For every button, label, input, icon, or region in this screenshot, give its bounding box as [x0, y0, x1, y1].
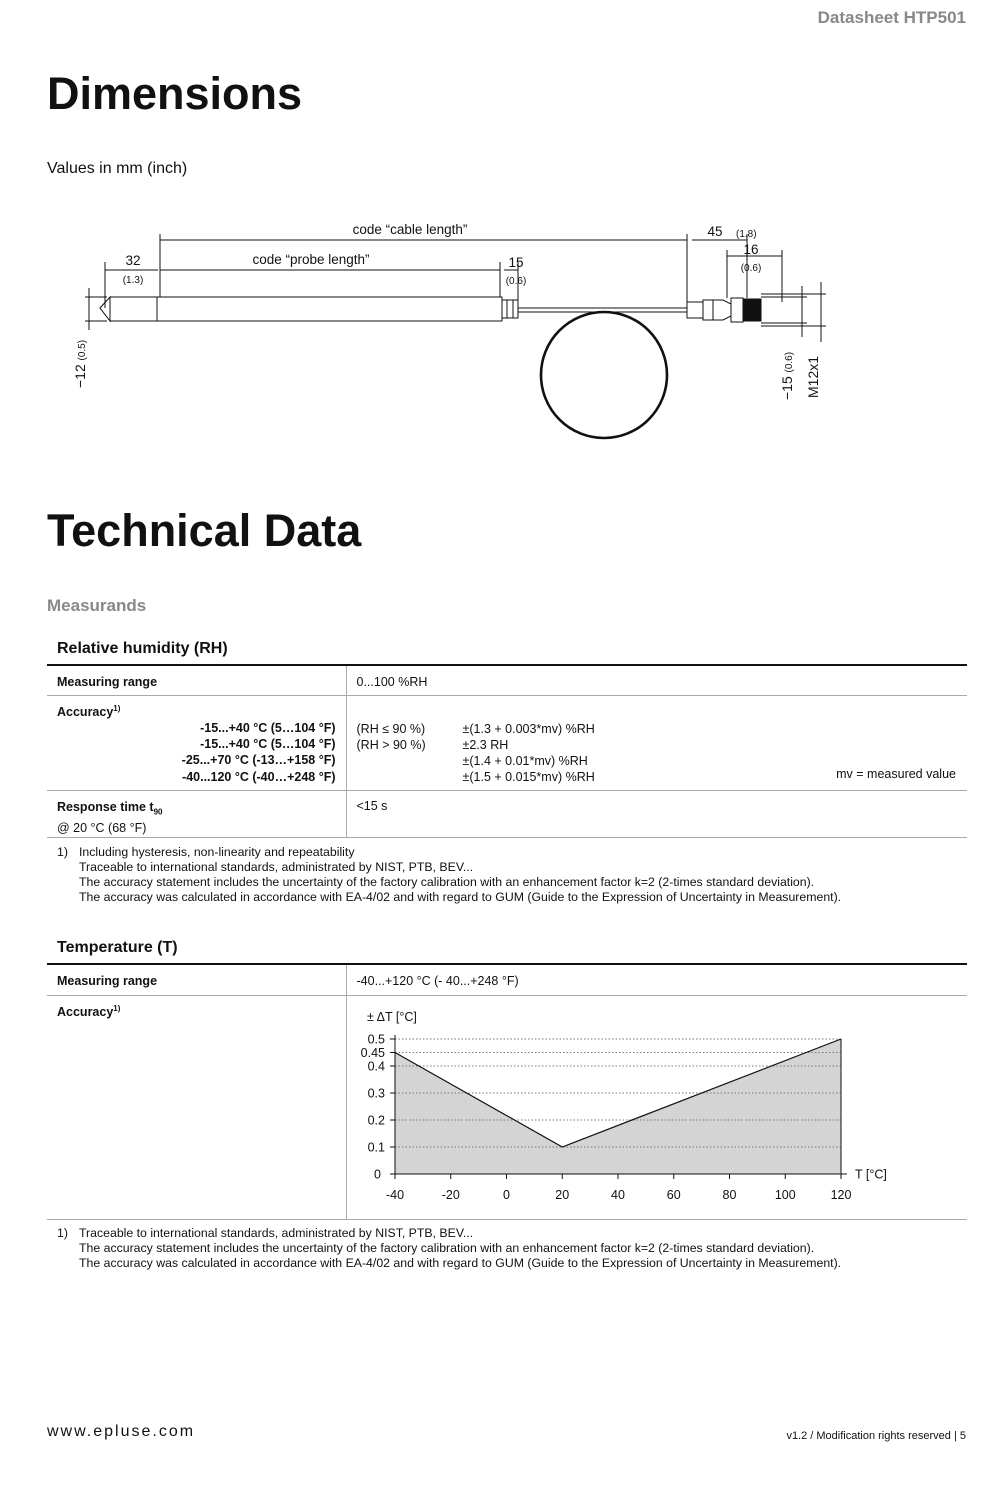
- rh-acc-temp-3: -25...+70 °C (-13…+158 °F): [181, 753, 336, 768]
- rh-acc-temp-1: -15...+40 °C (5…104 °F): [200, 720, 336, 735]
- rh-acc-value-4: ±(1.5 + 0.015*mv) %RH: [462, 770, 595, 785]
- rh-acc-cond-3: [357, 753, 463, 769]
- footer-website: www.epluse.com: [47, 1423, 196, 1440]
- probe-tube: [110, 297, 502, 321]
- thread-label: M12x1: [805, 355, 821, 398]
- technical-data-heading: Technical Data: [47, 505, 362, 556]
- rh-acc-temp-4: -40...120 °C (-40…+248 °F): [182, 769, 336, 784]
- rh-acc-cond-2: (RH > 90 %): [356, 737, 426, 752]
- t-accuracy-row: [47, 995, 967, 1219]
- dia-12-label: −12 (0.5): [72, 339, 88, 388]
- y-axis-title: ± ΔT [°C]: [366, 1009, 417, 1024]
- rh-accuracy-row: [47, 695, 967, 790]
- y-tick-label: 0.1: [367, 1140, 385, 1154]
- rh-range-value: 0...100 %RH: [356, 675, 428, 689]
- cable-length-label: code “cable length”: [352, 222, 468, 237]
- x-tick-label: 80: [722, 1187, 736, 1202]
- dimensions-heading: Dimensions: [47, 68, 303, 119]
- rh-table: [47, 664, 967, 838]
- t-range-label: Measuring range: [57, 974, 158, 988]
- rh-range-row: [47, 665, 967, 695]
- x-tick-label: -40: [385, 1187, 404, 1202]
- rh-accuracy-label: Accuracy$^{1)}$: [57, 703, 121, 719]
- dim-32-inch-label: (1.3): [122, 275, 144, 286]
- x-tick-label: 40: [610, 1187, 625, 1202]
- rh-acc-value-3: ±(1.4 + 0.01*mv) %RH: [462, 754, 588, 769]
- dimensions-units-note: Values in mm (inch): [47, 160, 188, 177]
- y-tick-label: 0.4: [367, 1059, 385, 1073]
- x-tick-label: 20: [554, 1187, 569, 1202]
- dim-15-inch-label: (0.6): [505, 276, 527, 287]
- t-footnote: 1) Traceable to international standards, administrated by NIST, PTB, BEV... The accuracy statement includes the uncertainty of the factory calibration with an enhancement factor k=2 (2-times standard deviation). The accuracy was calculated in accordance with EA-4/02 and with regard to GUM (Guide to the Expression of Uncertainty in Measurement).: [57, 1226, 842, 1270]
- dim-16-label: 16: [743, 242, 759, 257]
- footer-version: v1.2 / Modification rights reserved | 5: [786, 1430, 966, 1442]
- dim-32-label: 32: [125, 253, 141, 268]
- dim-15-label: 15: [508, 255, 524, 270]
- temperature-accuracy-chart: [347, 996, 957, 1216]
- rh-acc-cond-4: [357, 769, 463, 785]
- rh-response-row: [47, 790, 967, 837]
- dim-16-inch-label: (0.6): [740, 263, 762, 274]
- x-axis-title: T [°C]: [854, 1167, 887, 1181]
- y-tick-label: 0.3: [367, 1086, 385, 1100]
- x-tick-label: 0: [502, 1187, 510, 1202]
- t-table: [47, 963, 967, 1220]
- mv-note: mv = measured value: [836, 767, 956, 782]
- rh-acc-value-2: ±2.3 RH: [462, 737, 509, 752]
- probe-connector: [502, 300, 518, 318]
- rh-response-label: Response time $t_{90}$: [57, 799, 163, 816]
- x-tick-label: 60: [666, 1187, 681, 1202]
- t-accuracy-label: Accuracy$^{1)}$: [57, 1003, 121, 1019]
- rh-footnote: 1) Including hysteresis, non-linearity and repeatability Traceable to international standards, administrated by NIST, PTB, BEV... The accuracy statement includes the uncertainty of the factory calibration with an enhancement factor k=2 (2-times standard deviation). The accuracy was calculated in accordance with EA-4/02 and with regard to GUM (Guide to the Expression of Uncertainty in Measurement).: [57, 845, 842, 904]
- x-tick-label: 120: [830, 1187, 851, 1202]
- y-tick-label: 0.5: [367, 1032, 385, 1046]
- t-section-title: Temperature (T): [57, 939, 178, 956]
- t-range-row: [47, 964, 967, 995]
- measurands-heading: Measurands: [47, 596, 147, 615]
- document-header: Datasheet HTP501: [817, 8, 966, 27]
- probe-length-label: code “probe length”: [252, 252, 370, 267]
- y-tick-label: 0.2: [367, 1113, 385, 1127]
- rh-acc-temp-2: -15...+40 °C (5…104 °F): [200, 736, 336, 751]
- dimension-drawing: [47, 212, 847, 452]
- dia-15-label: −15 (0.6): [779, 351, 795, 400]
- rh-response-value: <15 s: [356, 798, 388, 813]
- cable-coil: [541, 312, 667, 438]
- rh-acc-cond-1: (RH ≤ 90 %): [356, 721, 426, 736]
- x-tick-label: -20: [441, 1187, 460, 1202]
- rh-response-condition: @ 20 °C (68 °F): [57, 821, 147, 835]
- dim-45-label: 45: [707, 224, 723, 239]
- dim-45-inch-label: (1.8): [736, 229, 757, 240]
- rh-range-label: Measuring range: [57, 675, 158, 689]
- y-tick-label: 0: [373, 1167, 381, 1181]
- y-tick-label: 0.45: [360, 1045, 385, 1060]
- t-range-value: -40...+120 °C (- 40...+248 °F): [356, 974, 519, 988]
- rh-acc-value-1: ±(1.3 + 0.003*mv) %RH: [462, 721, 595, 736]
- x-tick-label: 100: [774, 1187, 796, 1202]
- accuracy-area: [395, 1039, 841, 1174]
- rh-section-title: Relative humidity (RH): [57, 640, 228, 657]
